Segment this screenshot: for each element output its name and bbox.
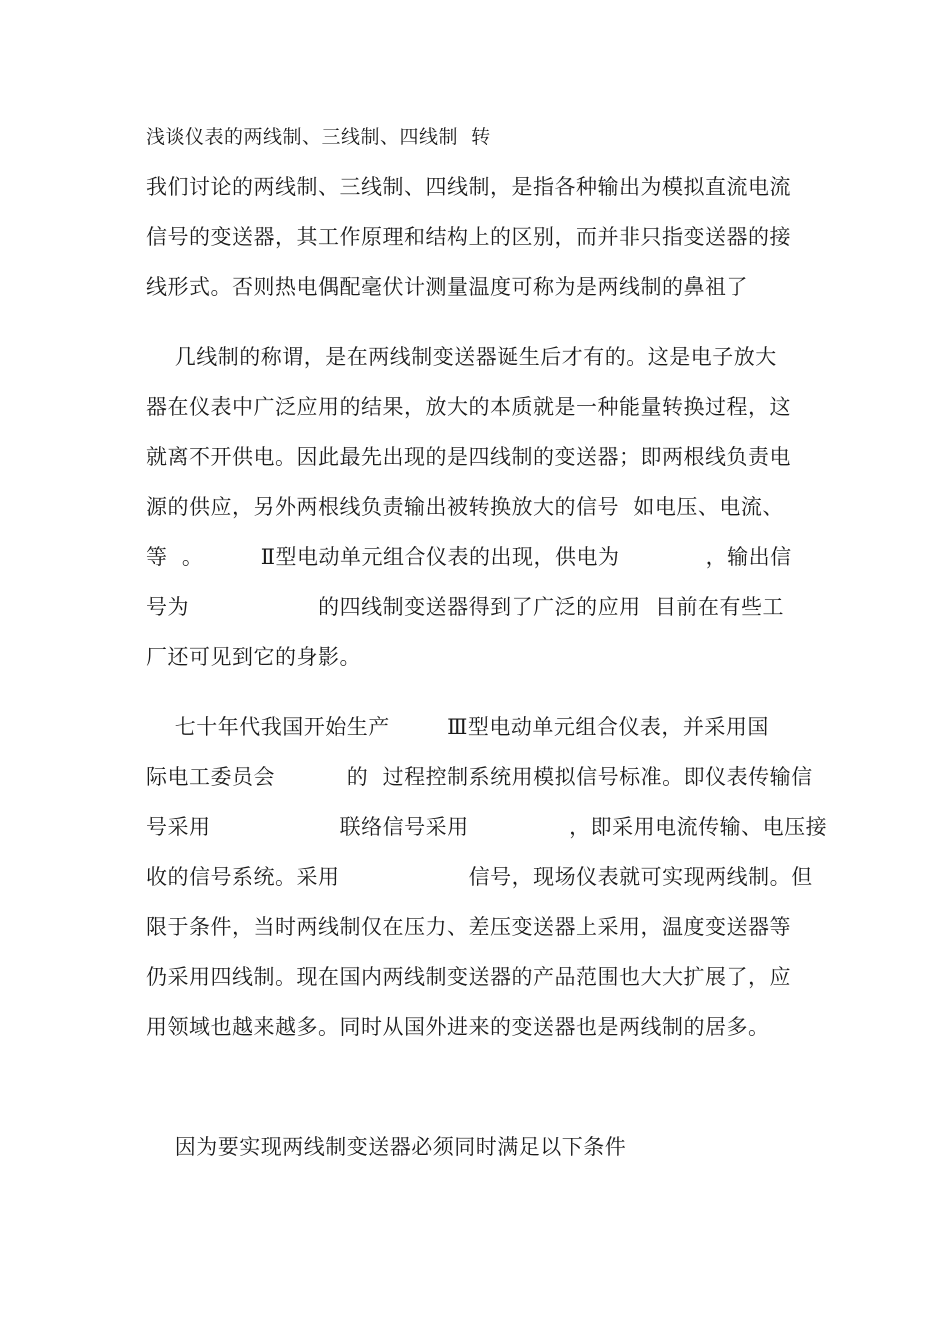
paragraph-line: 号采用 联络信号采用 ，即采用电流传输、电压接 (146, 815, 828, 839)
paragraph-line: 我们讨论的两线制、三线制、四线制，是指各种输出为模拟直流电流 (146, 175, 791, 199)
paragraph-line: 七十年代我国开始生产 Ⅲ型电动单元组合仪表，并采用国 (146, 715, 769, 739)
paragraph-line: 等 。 Ⅱ型电动单元组合仪表的出现，供电为 ，输出信 (146, 545, 792, 569)
paragraph-line: 信号的变送器，其工作原理和结构上的区别，而并非只指变送器的接 (146, 225, 791, 249)
paragraph-line: 收的信号系统。采用 信号，现场仪表就可实现两线制。但 (146, 865, 813, 889)
paragraph-line: 源的供应，另外两根线负责输出被转换放大的信号 如电压、电流、 (146, 495, 784, 519)
paragraph-line: 际电工委员会 的 过程控制系统用模拟信号标准。即仪表传输信 (146, 765, 813, 789)
paragraph-line: 厂还可见到它的身影。 (146, 645, 361, 669)
paragraph-line: 线形式。否则热电偶配毫伏计测量温度可称为是两线制的鼻祖了 (146, 275, 748, 299)
paragraph-line: 就离不开供电。因此最先出现的是四线制的变送器；即两根线负责电 (146, 445, 791, 469)
paragraph-line: 几线制的称谓，是在两线制变送器诞生后才有的。这是电子放大 (146, 345, 777, 369)
paragraph-line: 限于条件，当时两线制仅在压力、差压变送器上采用，温度变送器等 (146, 915, 791, 939)
document-title: 浅谈仪表的两线制、三线制、四线制 转 (146, 126, 491, 148)
paragraph-line: 因为要实现两线制变送器必须同时满足以下条件 (146, 1135, 627, 1159)
paragraph-line: 器在仪表中广泛应用的结果，放大的本质就是一种能量转换过程，这 (146, 395, 791, 419)
paragraph-line: 号为 的四线制变送器得到了广泛的应用 目前在有些工 (146, 595, 785, 619)
paragraph-line: 仍采用四线制。现在国内两线制变送器的产品范围也大大扩展了，应 (146, 965, 791, 989)
paragraph-line: 用领域也越来越多。同时从国外进来的变送器也是两线制的居多。 (146, 1015, 770, 1039)
